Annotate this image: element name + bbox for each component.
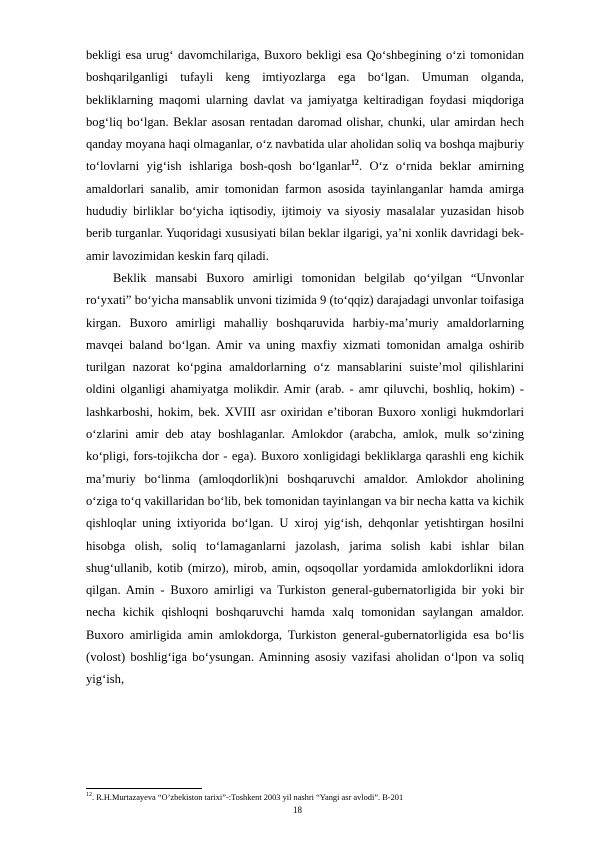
page-number: 18 — [293, 805, 302, 815]
footnote-reference[interactable]: 12 — [350, 158, 359, 168]
paragraph-1 — [86, 44, 524, 267]
paragraph-2: Beklik mansabi Buxoro amirligi tomonidan belgilab qo‘yilgan “Unvonlar ro‘yxati” bo‘yicha mansablik unvoni tizimida 9 (to‘qqiz) darajadagi unvonlar toifasiga kirgan. Buxoro amirligi mahalliy boshqaruvida harbiy-ma’muriy amaldorlarning mavqei baland bo‘lgan. Amir va uning maxfiy xizmati tomonidan amalga oshirib turilgan nazorat ko‘pgina amaldorlarning o‘z mansablarini suiste’mol qilishlarini oldini olganligi ahamiyatga molikdir. Amir (arab. - amr qiluvchi, boshliq, hokim) - lashkarboshi, hokim, bek. XVIII asr oxiridan e’tiboran Buxoro xonligi hukmdorlari o‘zlarini amir deb atay boshlaganlar. Amlokdor (arabcha, amlok, mulk so‘zining ko‘pligi, fors-tojikcha dor - ega). Buxoro xonligidagi bekliklarga qarashli eng kichik ma’muriy bo‘linma (amloqdorlik)ni boshqaruvchi amaldor. Amlokdor aholining o‘ziga to‘q vakillaridan bo‘lib, bek tomonidan tayinlangan va bir necha katta va kichik qishloqlar uning ixtiyorida bo‘lgan. U xiroj yig‘ish, dehqonlar yetishtirgan hosilni hisobga olish, soliq to‘lamaganlarni jazolash, jarima solish kabi ishlar bilan shug‘ullanib, kotib (mirzo), mirob, amin, oqsoqollar yordamida amlokdorlikni idora qilgan. Amin - Buxoro amirligi va Turkiston general-gubernatorligida bir yoki bir necha kichik qishloqni boshqaruvchi hamda xalq tomonidan saylangan amaldor. Buxoro amirligida amin amlokdorga, Turkiston general-gubernatorligida esa bo‘lis (volost) boshlig‘iga bo‘ysungan. Aminning asosiy vazifasi aholidan o‘lpon va soliq yig‘ish, — [86, 270, 524, 687]
paragraph-1-part-1: bekligi esa urug‘ davomchilariga, Buxoro bekligi esa Qo‘shbegining o‘zi tomonidan boshqarilganligi tufayli keng imtiyozlarga ega bo‘lgan. Umuman olganda, bekliklarning maqomi ularning davlat va jamiyatga keltiradigan foydasi miqdoriga bog‘liq bo‘lgan. Beklar asosan rentadan daromad olishar, chunki, ular amirdan hech qanday moyana haqi olmaganlar, o‘z navbatida ular aholidan soliq va boshqa majburiy to‘lovlarni yig‘ish ishlariga bosh-qosh bo‘lganlar — [86, 48, 524, 174]
footnote-separator — [86, 788, 202, 789]
footnote-marker: 12 — [86, 792, 92, 799]
body-text — [86, 44, 524, 691]
footnote-text: . R.H.Murtazayeva “O’zbekiston tarixi”-:Toshkent 2003 yil nashri “Yangi asr avlodi”. B-201 — [92, 793, 404, 802]
paragraph-1-part-2: . O‘z o‘rnida beklar amirning amaldorlari sanalib, amir tomonidan farmon asosida tayinlanganlar hamda amirga hududiy birliklar bo‘yicha iqtisodiy, ijtimoiy va siyosiy masalalar yuzasidan hisob berib turganlar. Yuqoridagi xususiyati bilan beklar ilgarigi, ya’ni xonlik davridagi bek- amir lavozimidan keskin farq qiladi. — [86, 159, 524, 263]
footnote — [86, 792, 524, 803]
